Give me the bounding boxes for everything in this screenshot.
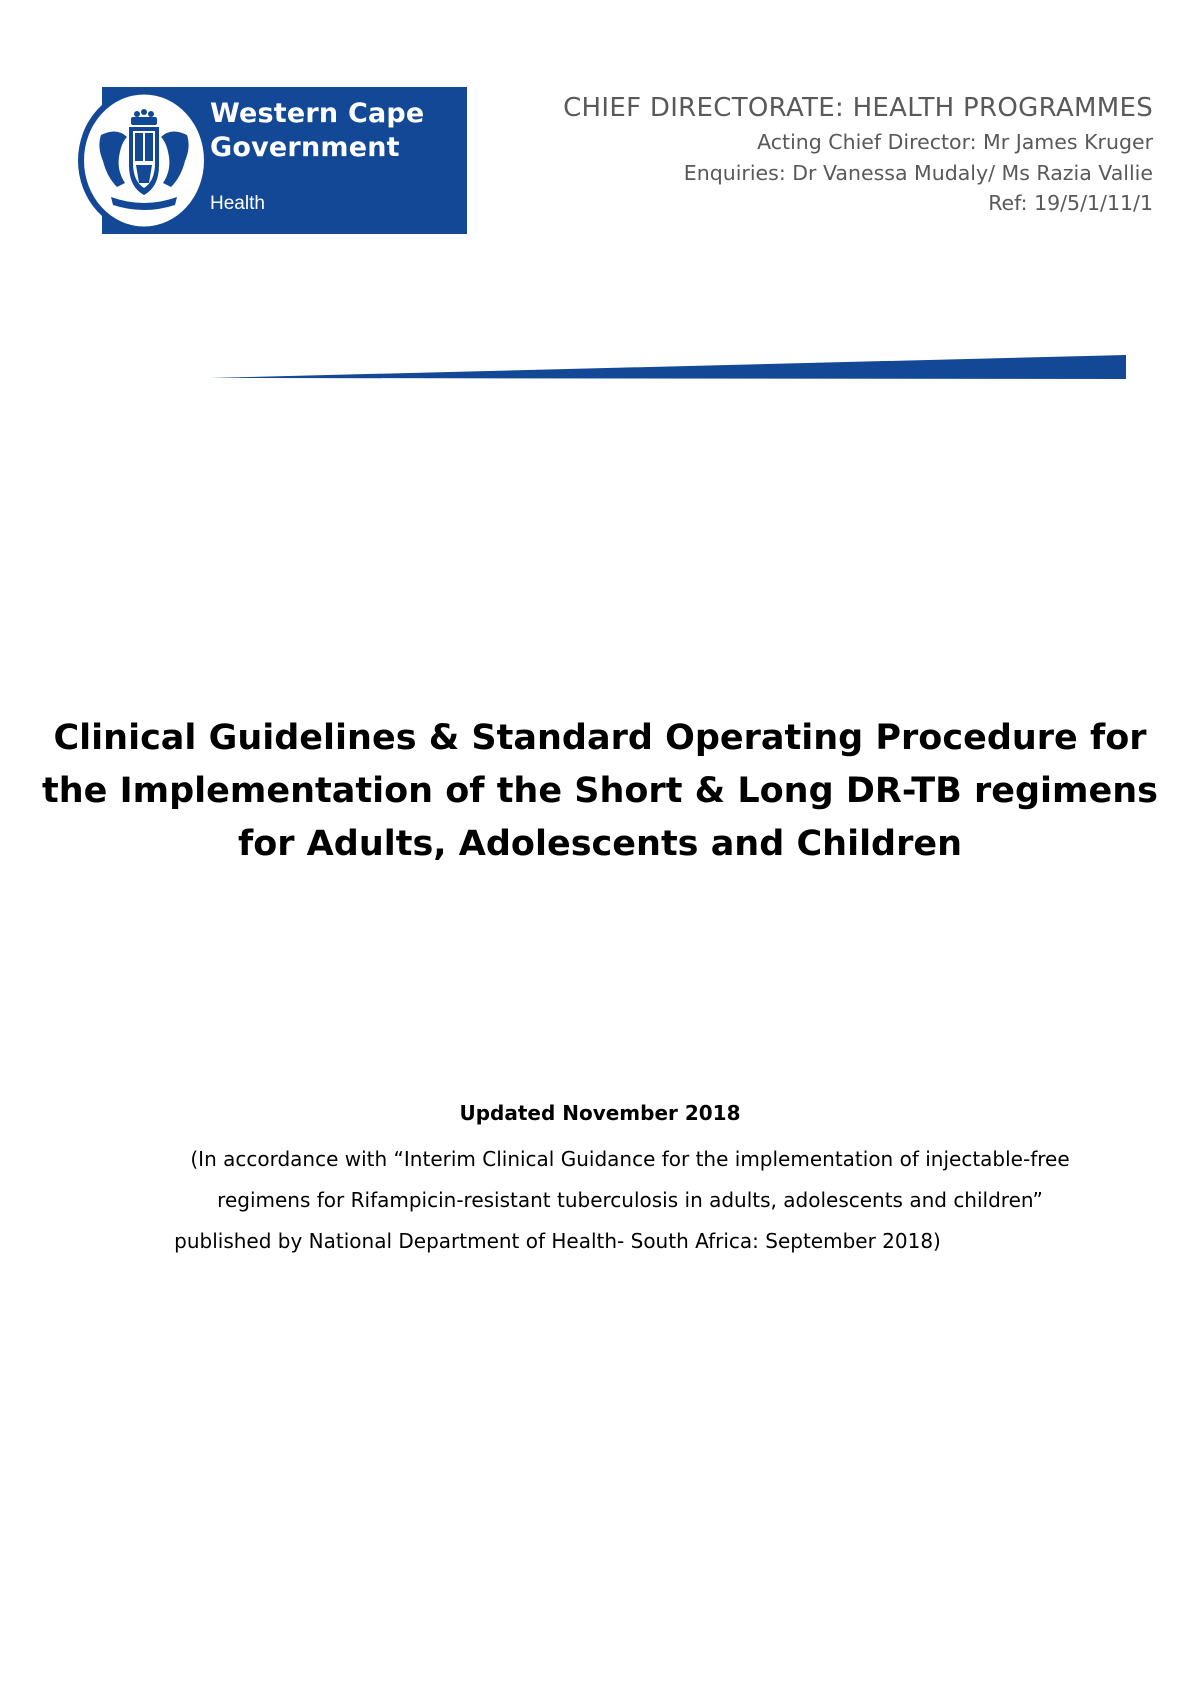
document-title-line-2: the Implementation of the Short & Long DR-TB regimens (42, 771, 1158, 811)
directorate-heading: CHIEF DIRECTORATE: HEALTH PROGRAMMES (563, 93, 1153, 123)
guidance-note-line-2: regimens for Rifampicin-resistant tuberculosis in adults, adolescents and children” (217, 1188, 1043, 1212)
logo-text-western-cape: Western Cape (210, 98, 425, 129)
header-divider-swoosh (210, 353, 1126, 379)
header-info (563, 90, 1153, 219)
western-cape-government-logo (77, 87, 467, 234)
acting-chief-director: Acting Chief Director: Mr James Kruger (757, 130, 1153, 154)
document-title-line-3: for Adults, Adolescents and Children (237, 824, 963, 864)
logo-text-health: Health (210, 193, 265, 214)
enquiries-contact: Enquiries: Dr Vanessa Mudaly/ Ms Razia Vallie (683, 160, 1153, 185)
document-title-line-1: Clinical Guidelines & Standard Operating Procedure for (53, 718, 1147, 758)
updated-date: Updated November 2018 (459, 1101, 741, 1125)
reference-number: Ref: 19/5/1/11/1 (988, 191, 1153, 215)
logo-text-government: Government (210, 132, 400, 163)
document-title (40, 712, 1160, 871)
guidance-note (90, 1139, 1170, 1262)
guidance-note-line-1: (In accordance with “Interim Clinical Guidance for the implementation of injectable-free (190, 1147, 1070, 1171)
guidance-note-line-3: published by National Department of Health- South Africa: September 2018) (174, 1229, 941, 1253)
